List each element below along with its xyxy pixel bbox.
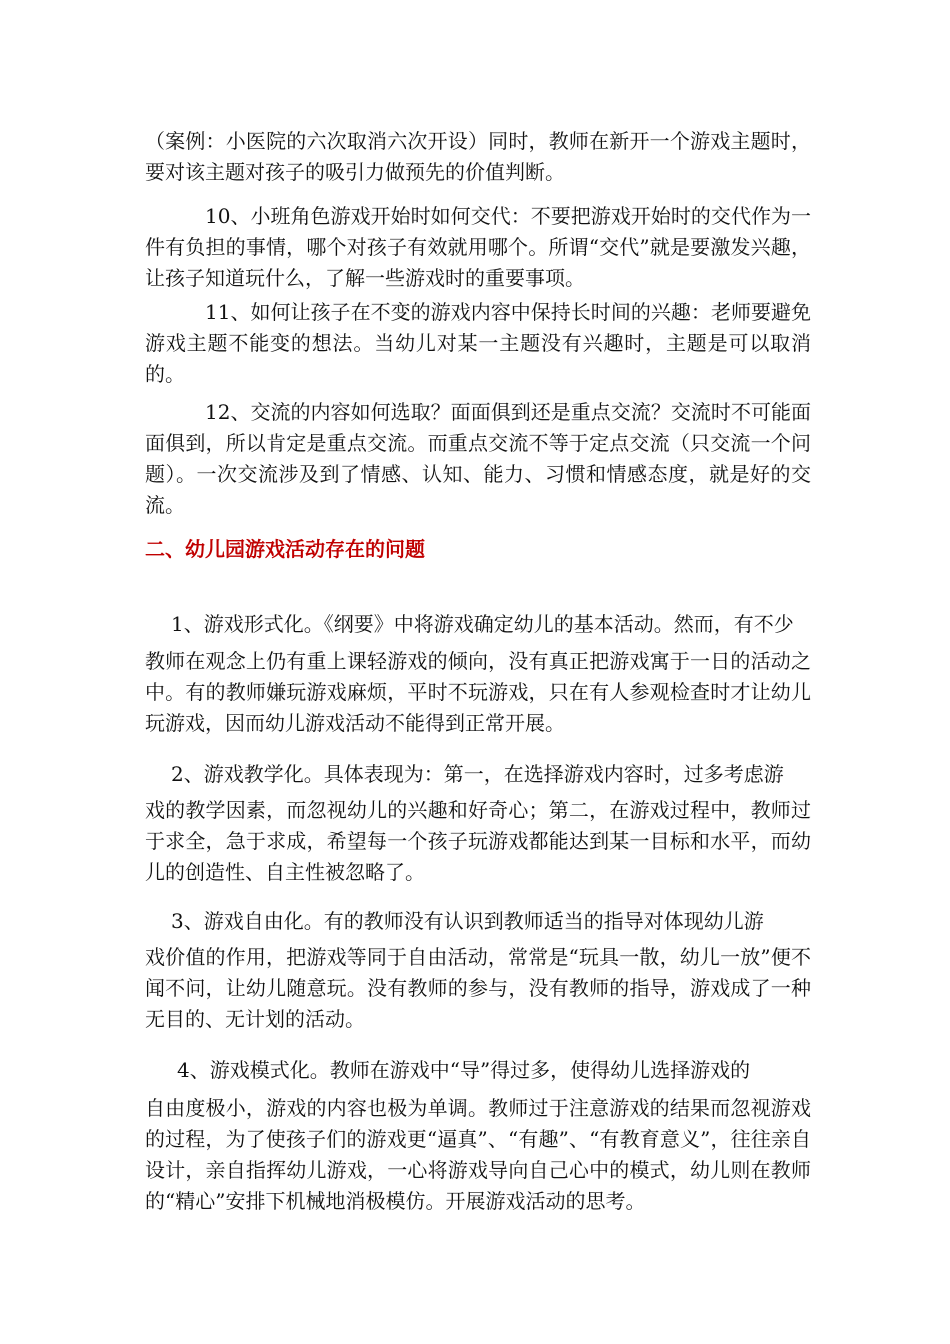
paragraph-case-note: （案例：小医院的六次取消六次开设）同时，教师在新开一个游戏主题时，要对该主题对孩子的吸引力做预先的价值判断。 bbox=[145, 129, 811, 184]
problem-2-first-line: 2、游戏教学化。具体表现为：第一，在选择游戏内容时，过多考虑游 bbox=[171, 762, 784, 786]
problem-3-body: 戏价值的作用，把游戏等同于自由活动，常常是“玩具一散，幼儿一放”便不闻不问，让幼儿随意玩。没有教师的参与，没有教师的指导，游戏成了一种无目的、无计划的活动。 bbox=[145, 945, 811, 1031]
problem-1-body: 教师在观念上仍有重上课轻游戏的倾向，没有真正把游戏寓于一日的活动之中。有的教师嫌玩游戏麻烦，平时不玩游戏，只在有人参观检查时才让幼儿玩游戏，因而幼儿游戏活动不能得到正常开展。 bbox=[145, 649, 811, 735]
section-heading: 二、幼儿园游戏活动存在的问题 bbox=[145, 537, 425, 561]
paragraph-item-10: 10、小班角色游戏开始时如何交代：不要把游戏开始时的交代作为一件有负担的事情，哪个对孩子有效就用哪个。所谓“交代”就是要激发兴趣，让孩子知道玩什么，了解一些游戏时的重要事项。 bbox=[145, 204, 811, 290]
problem-1-first-line: 1、游戏形式化。《纲要》中将游戏确定幼儿的基本活动。然而，有不少 bbox=[171, 612, 794, 636]
problem-4-body: 自由度极小，游戏的内容也极为单调。教师过于注意游戏的结果而忽视游戏的过程，为了使孩子们的游戏更“逼真”、“有趣”、“有教育意义”，往往亲自设计，亲自指挥幼儿游戏，一心将游戏导向自己心中的模式，幼儿则在教师的“精心”安排下机械地消极模仿。开展游戏活动的思考。 bbox=[145, 1096, 811, 1213]
problem-4-first-line: 4、游戏模式化。教师在游戏中“导”得过多，使得幼儿选择游戏的 bbox=[177, 1058, 751, 1082]
paragraph-item-12: 12、交流的内容如何选取？面面俱到还是重点交流？交流时不可能面面俱到，所以肯定是重点交流。而重点交流不等于定点交流（只交流一个问题）。一次交流涉及到了情感、认知、能力、习惯和情感态度，就是好的交流。 bbox=[145, 400, 811, 517]
paragraph-item-11: 11、如何让孩子在不变的游戏内容中保持长时间的兴趣：老师要避免游戏主题不能变的想法。当幼儿对某一主题没有兴趣时，主题是可以取消的。 bbox=[145, 300, 811, 386]
problem-2-body: 戏的教学因素，而忽视幼儿的兴趣和好奇心；第二，在游戏过程中，教师过于求全，急于求成，希望每一个孩子玩游戏都能达到某一目标和水平，而幼儿的创造性、自主性被忽略了。 bbox=[145, 798, 811, 884]
problem-3-first-line: 3、游戏自由化。有的教师没有认识到教师适当的指导对体现幼儿游 bbox=[171, 909, 764, 933]
